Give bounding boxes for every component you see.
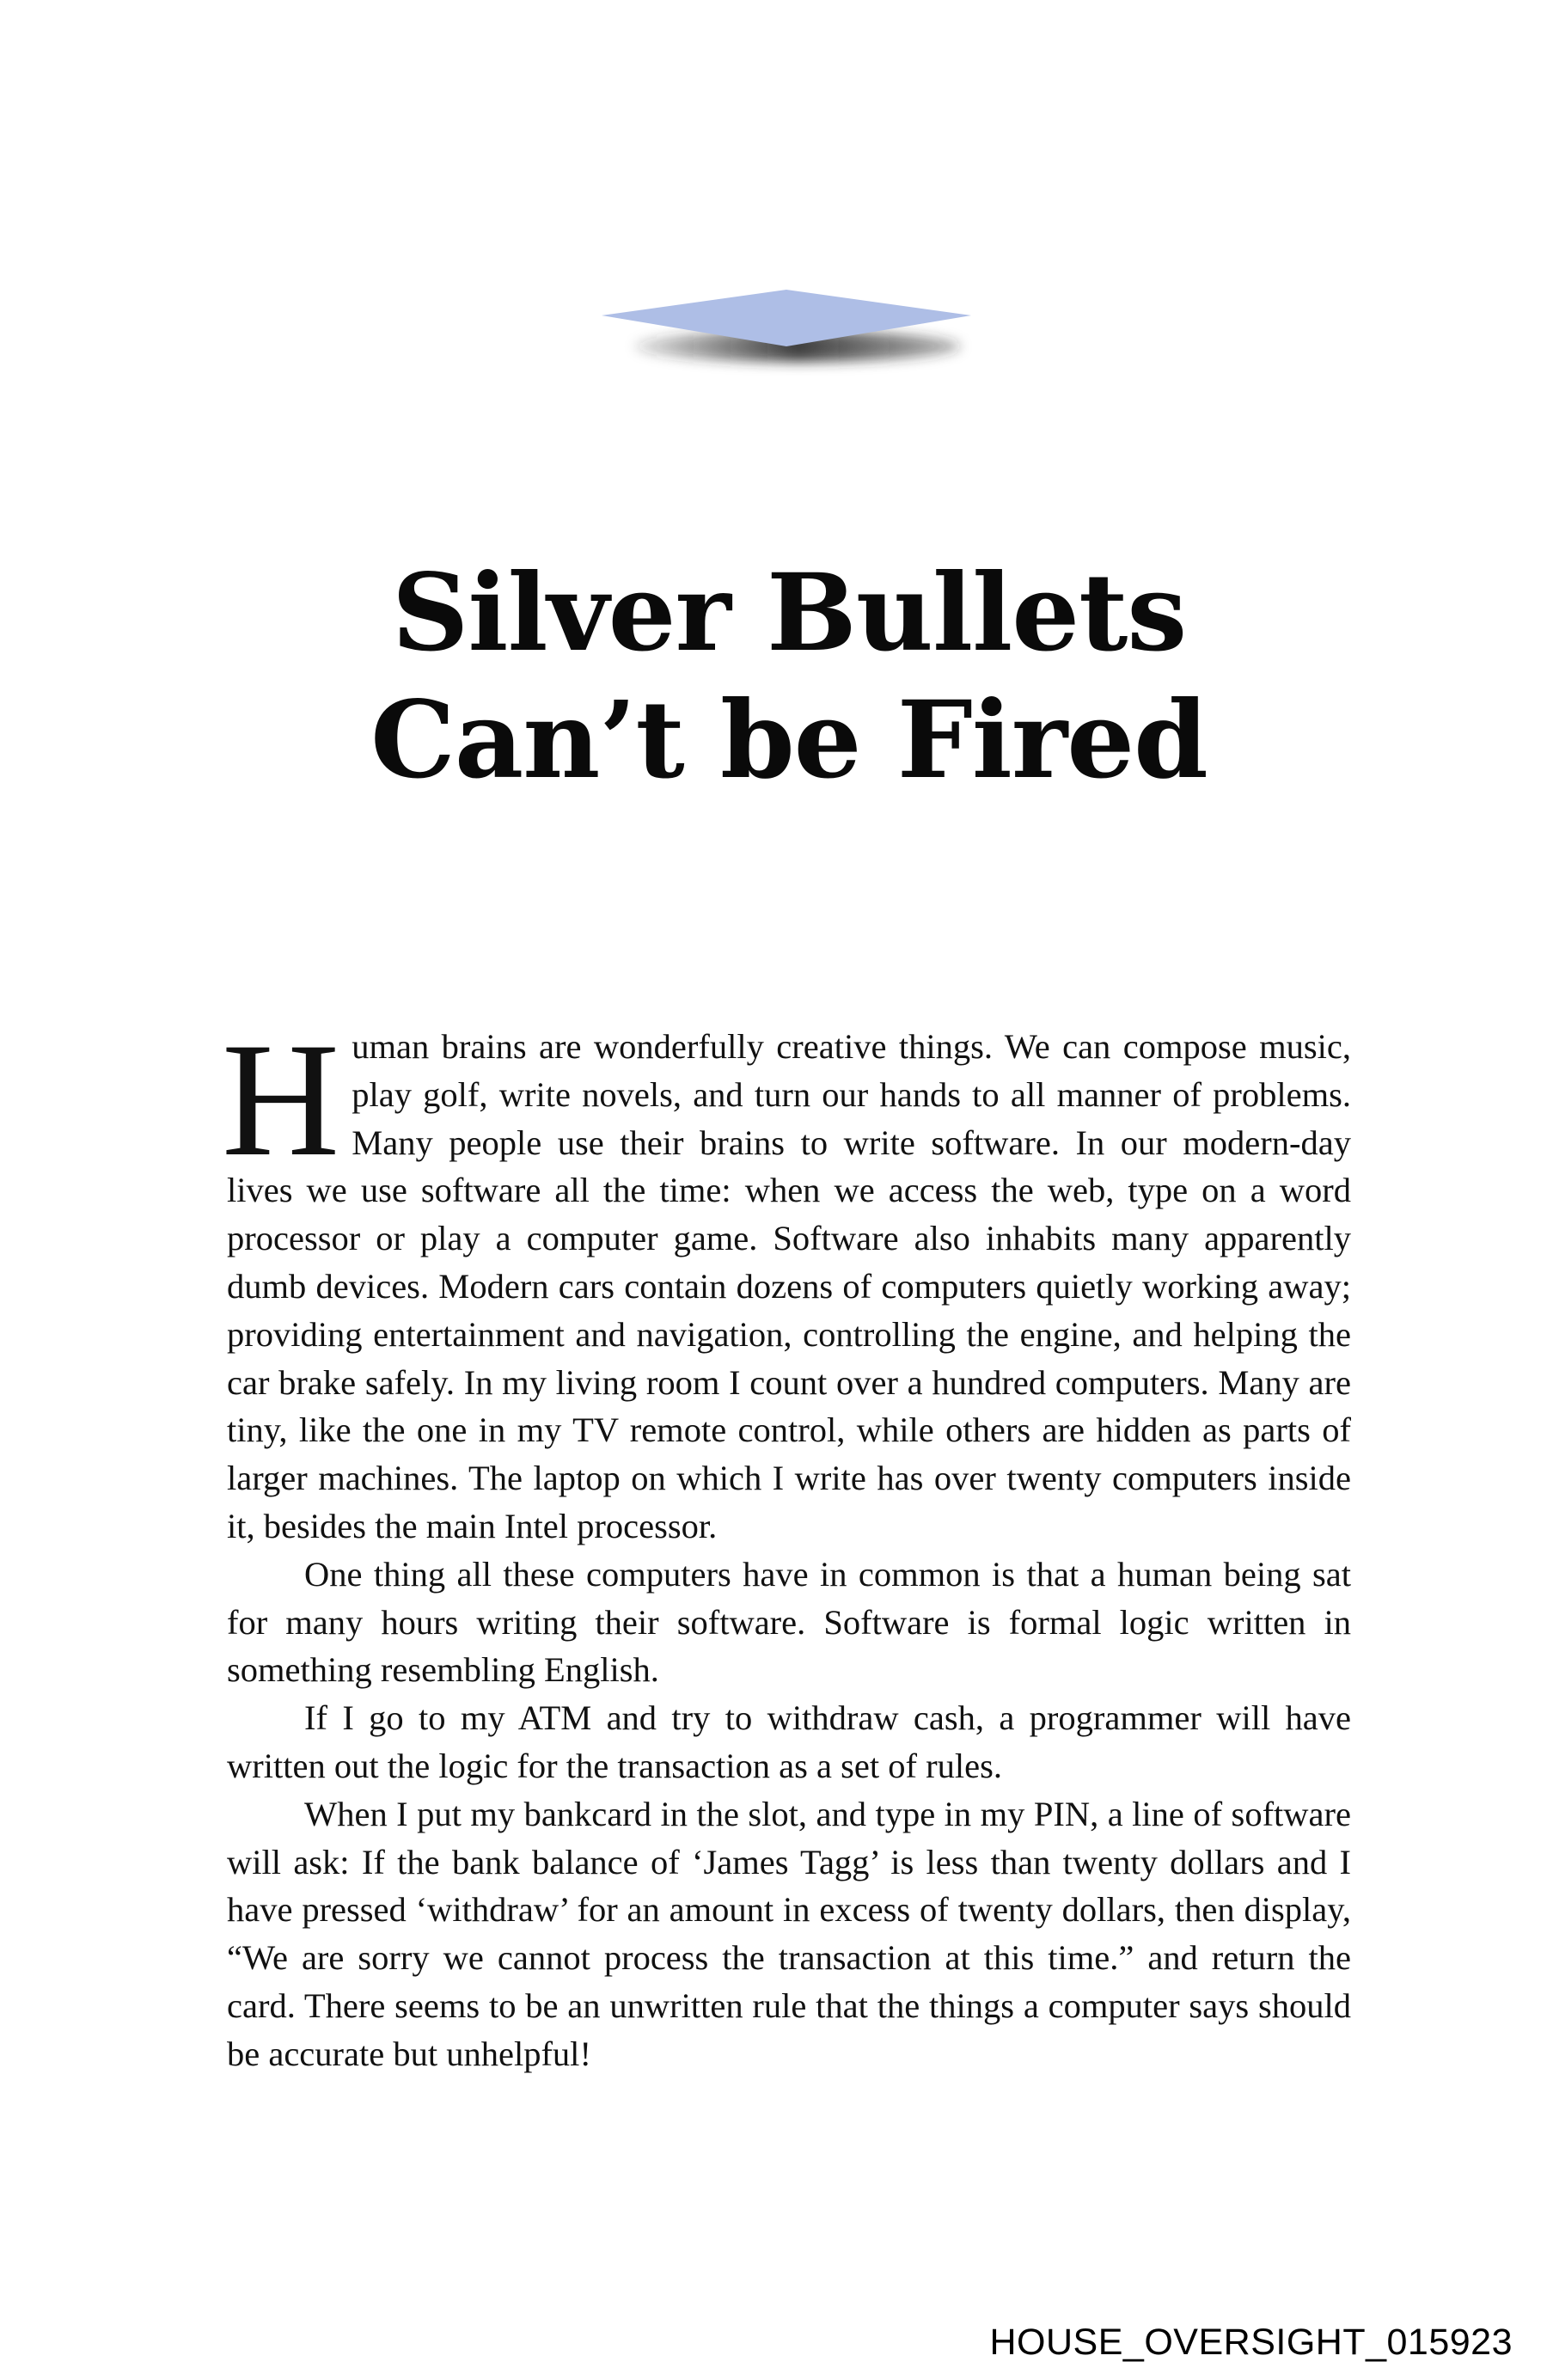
paragraph-3: If I go to my ATM and try to withdraw cash, a programmer will have written out the logic for the transaction as a set of rules. xyxy=(227,1698,1351,1785)
chapter-title-line-2: Can’t be Fired xyxy=(370,678,1208,803)
chapter-title xyxy=(0,550,1547,805)
drop-cap: H xyxy=(222,1010,340,1190)
chapter-body xyxy=(222,1010,1351,2078)
paragraph-2: One thing all these computers have in common is that a human being sat for many hours writing their software. Software is formal logic written in something resembling English. xyxy=(227,1554,1351,1690)
diamond-ornament-icon xyxy=(593,279,988,382)
bates-number: HOUSE_OVERSIGHT_015923 xyxy=(989,2322,1513,2363)
paragraph-1-text: uman brains are wonderfully creative things. We can compose music, play golf, write novels, and turn our hands to all manner of problems. Many people use their brains to write software. In our modern-day lives we use software all the time: when we access the web, type on a word processor or play a computer game. Software also inhabits many apparently dumb devices. Modern cars contain dozens of computers quietly working away; providing entertainment and navigation, controlling the engine, and helping the car brake safely. In my living room I count over a hundred computers. Many are tiny, like the one in my TV remote control, while others are hidden as parts of larger machines. The laptop on which I write has over twenty computers inside it, besides the main Intel processor. xyxy=(227,1027,1351,1545)
chapter-title-line-1: Silver Bullets xyxy=(391,551,1187,676)
paragraph-4: When I put my bankcard in the slot, and type in my PIN, a line of software will ask: If the bank balance of ‘James Tagg’ is less than twenty dollars and I have pressed ‘withdraw’ for an amount in excess of twenty dollars, then display, “We are sorry we cannot process the transaction at this time.” and return the card. There seems to be an unwritten rule that the things a computer says should be accurate but unhelpful! xyxy=(227,1794,1351,2073)
paragraph-1 xyxy=(222,1010,1351,1551)
